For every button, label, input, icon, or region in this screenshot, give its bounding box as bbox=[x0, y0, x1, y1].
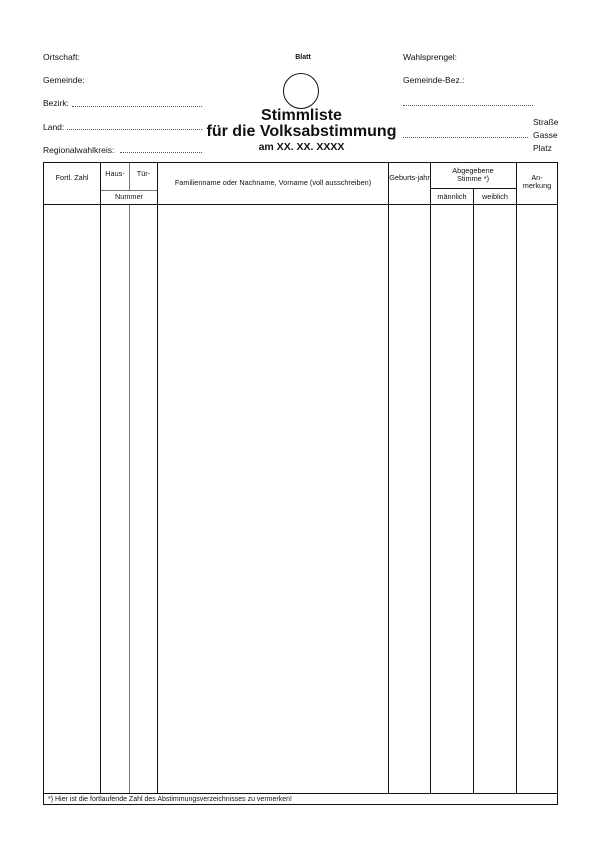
gemeinde-label: Gemeinde: bbox=[43, 75, 85, 85]
header-tuer: Tür- bbox=[136, 169, 151, 178]
header-nummer: Nummer bbox=[115, 192, 143, 201]
table-footer-divider bbox=[44, 793, 557, 794]
title-line-3: am XX. XX. XXXX bbox=[258, 141, 345, 153]
entry-rows-area[interactable] bbox=[44, 205, 557, 793]
header-name: Familienname oder Nachname, Vorname (voll ausschreiben) bbox=[174, 178, 372, 187]
gemeinde-bez-label: Gemeinde-Bez.: bbox=[403, 75, 465, 85]
header-haus: Haus- bbox=[105, 169, 125, 178]
land-label: Land: bbox=[43, 122, 65, 132]
ortschaft-label: Ortschaft: bbox=[43, 52, 80, 62]
platz-label: Platz bbox=[533, 143, 552, 153]
regionalwahlkreis-label: Regionalwahlkreis: bbox=[43, 145, 115, 155]
bezirk-field[interactable] bbox=[72, 106, 202, 107]
stimme-divider bbox=[431, 188, 516, 189]
street-field[interactable] bbox=[403, 137, 528, 138]
title-line-1: Stimmliste bbox=[261, 107, 342, 124]
wahlsprengel-label: Wahlsprengel: bbox=[403, 52, 458, 62]
blatt-label: Blatt bbox=[295, 54, 311, 61]
nummer-divider bbox=[101, 190, 157, 191]
header-geburtsjahr: Geburts-jahr bbox=[389, 173, 430, 182]
strasse-label: Straße bbox=[533, 117, 559, 127]
header-fortl-zahl: Fortl. Zahl bbox=[55, 173, 89, 182]
blatt-circle[interactable] bbox=[283, 73, 319, 109]
header-maennlich: männlich bbox=[437, 192, 467, 201]
right-blank-field[interactable] bbox=[403, 105, 533, 106]
regionalwahlkreis-field[interactable] bbox=[120, 152, 202, 153]
header-anmerkung: An-merkung bbox=[522, 173, 552, 191]
gasse-label: Gasse bbox=[533, 130, 558, 140]
land-field[interactable] bbox=[67, 129, 202, 130]
bezirk-label: Bezirk: bbox=[43, 98, 69, 108]
footnote: *) Hier ist die fortlaufende Zahl des Abstimmungsverzeichnisses zu vermerken! bbox=[48, 796, 292, 803]
header-weiblich: weiblich bbox=[482, 192, 508, 201]
header-abgegebene-stimme: Abgegebene Stimme *) bbox=[452, 166, 494, 184]
title-line-2: für die Volksabstimmung bbox=[206, 123, 397, 140]
